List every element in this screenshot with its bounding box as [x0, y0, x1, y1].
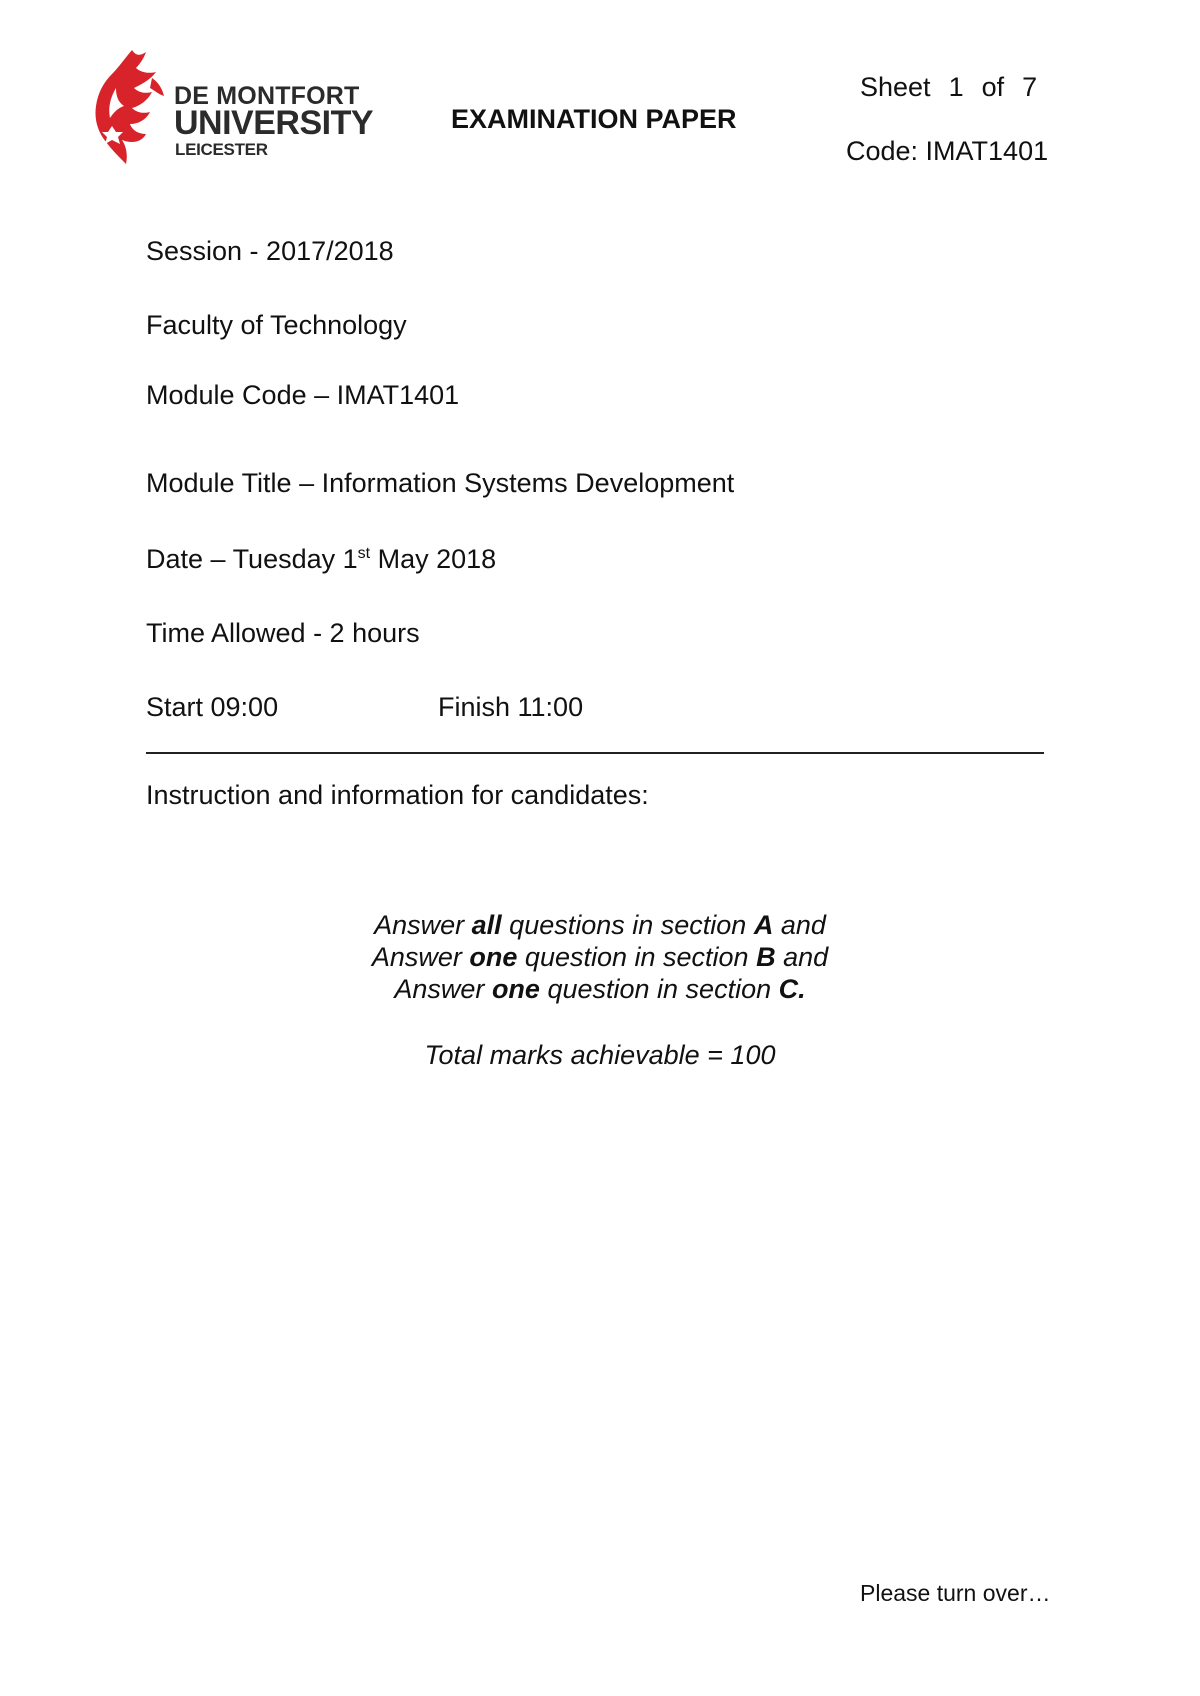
sheet-of: of: [981, 72, 1005, 102]
university-logo: [92, 48, 392, 168]
instruction-1-section: A: [753, 910, 774, 940]
instruction-line-2: [0, 942, 1200, 973]
turn-over-note: Please turn over…: [860, 1580, 1051, 1606]
sheet-current: 1: [948, 72, 964, 102]
instructions-heading: Instruction and information for candidates:: [146, 780, 649, 810]
time-allowed-line: Time Allowed - 2 hours: [146, 618, 420, 648]
module-title-line: Module Title – Information Systems Development: [146, 468, 735, 498]
lion-crest-icon: [92, 48, 172, 166]
paper-code: Code: IMAT1401: [846, 136, 1049, 166]
instruction-line-3: [0, 974, 1200, 1005]
instruction-2-mid: question in section: [517, 942, 757, 972]
module-code-line: Module Code – IMAT1401: [146, 380, 460, 410]
document-title: EXAMINATION PAPER: [451, 104, 737, 134]
finish-time: Finish 11:00: [438, 692, 584, 722]
logo-text-university: UNIVERSITY: [174, 104, 374, 142]
instruction-3-mid: question in section: [539, 974, 779, 1004]
instruction-1-pre: Answer: [374, 910, 472, 940]
date-ordinal: st: [357, 545, 371, 562]
faculty-line: Faculty of Technology: [146, 310, 407, 340]
sheet-indicator: [860, 72, 1037, 103]
instruction-1-mid: questions in section: [501, 910, 754, 940]
date-line: [146, 544, 496, 575]
divider-line: [146, 752, 1044, 754]
date-prefix: Date – Tuesday 1: [146, 544, 358, 574]
instruction-2-section: B: [756, 942, 776, 972]
instruction-2-pre: Answer: [371, 942, 470, 972]
date-suffix: May 2018: [370, 544, 497, 574]
instruction-3-pre: Answer: [394, 974, 492, 1004]
instruction-1-post: and: [773, 910, 826, 940]
instruction-1-emphasis: all: [471, 910, 502, 940]
total-marks: Total marks achievable = 100: [424, 1040, 776, 1070]
instruction-3-section: C.: [778, 974, 806, 1004]
instruction-line-1: [0, 910, 1200, 941]
session-line: Session - 2017/2018: [146, 236, 394, 266]
instruction-3-emphasis: one: [491, 974, 540, 1004]
instruction-2-post: and: [775, 942, 829, 972]
sheet-total: 7: [1022, 72, 1038, 102]
logo-text-de-montfort: DE MONTFORT: [174, 82, 360, 110]
logo-text-leicester: LEICESTER: [175, 140, 268, 159]
instruction-2-emphasis: one: [469, 942, 518, 972]
sheet-label: Sheet: [860, 72, 931, 102]
start-time: Start 09:00: [146, 692, 279, 722]
